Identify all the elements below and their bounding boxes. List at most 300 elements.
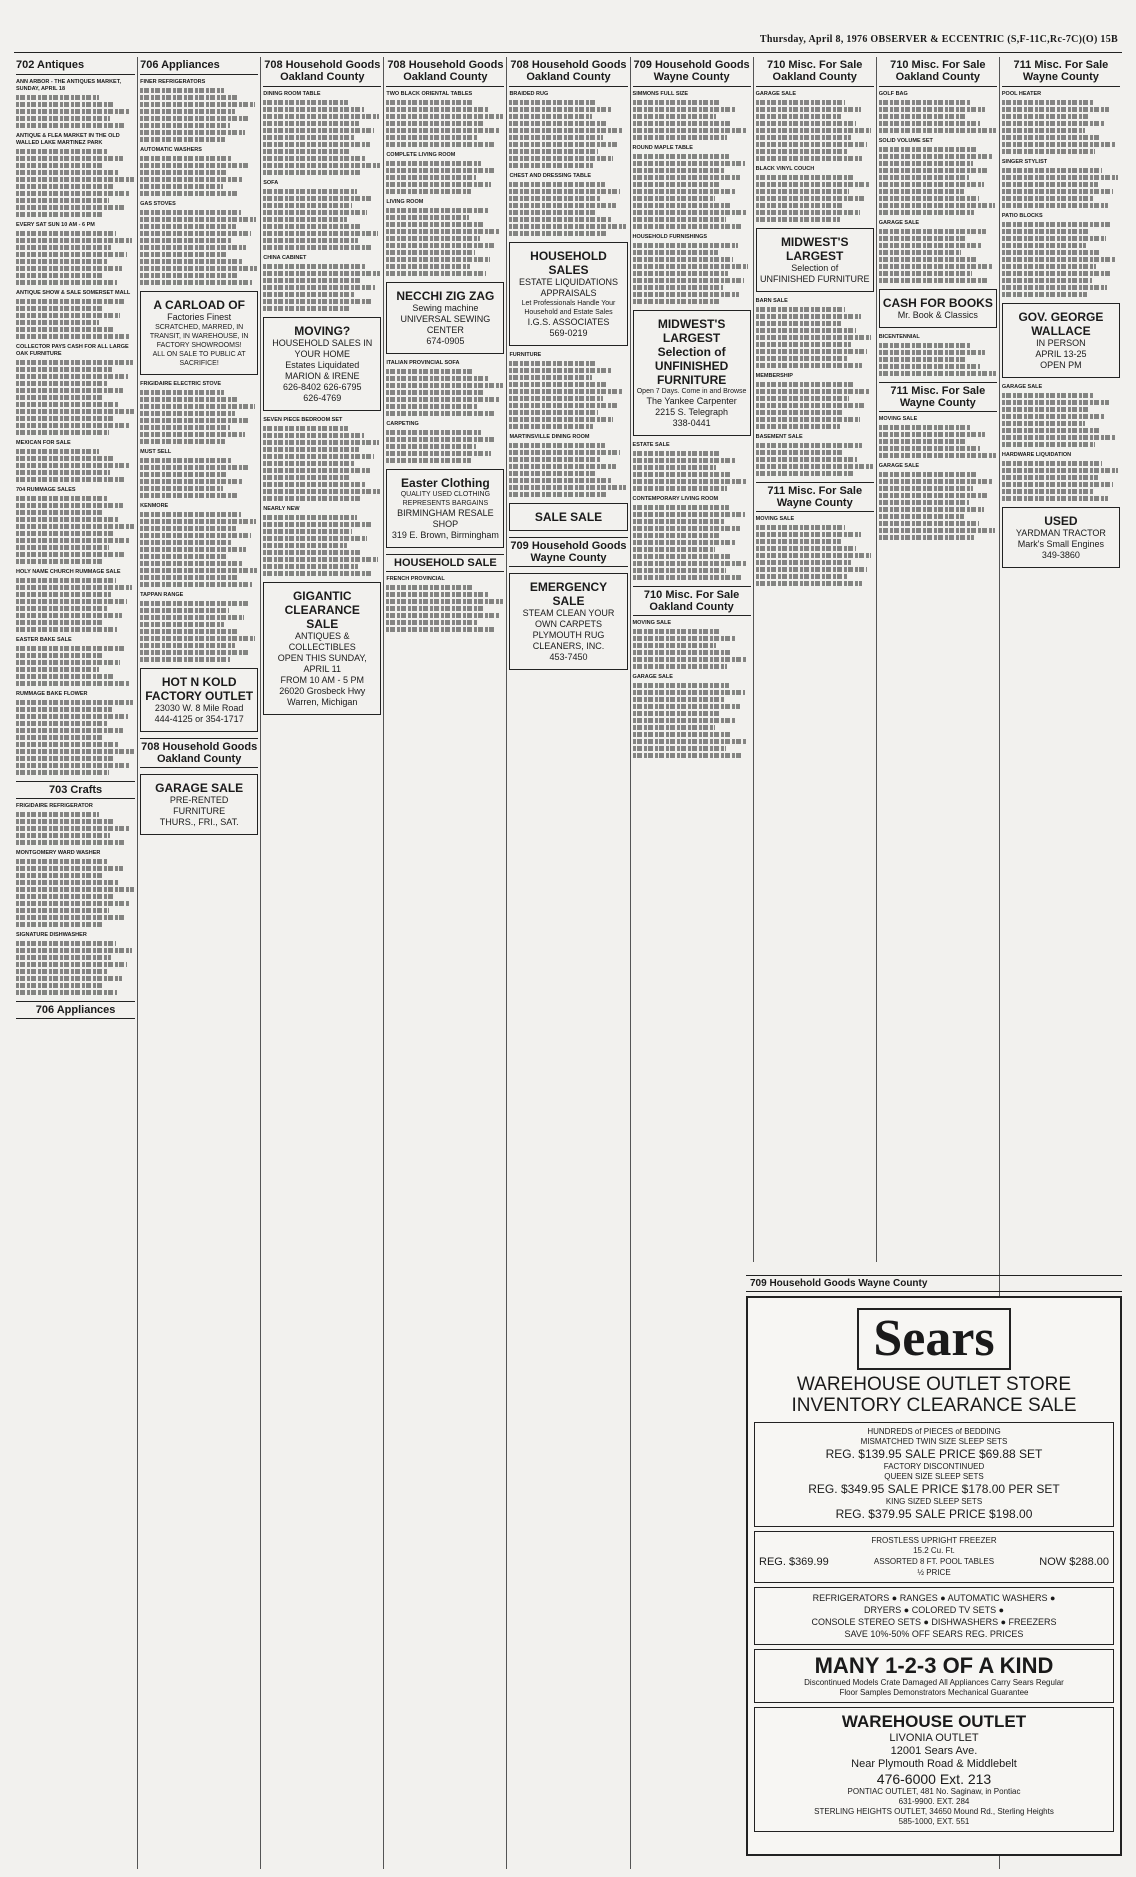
ad-text-line [16, 873, 103, 878]
ad-lead: GOLF BAG [878, 91, 908, 97]
ad-text-line [1002, 229, 1091, 234]
ad-text-line [879, 161, 973, 166]
classified-ad [386, 360, 504, 416]
ad-text-line [263, 306, 350, 311]
display-ad [140, 668, 258, 732]
ad-text-line [16, 700, 133, 705]
ad-text-line [386, 437, 496, 442]
display-ad-line: The Yankee Carpenter [646, 396, 737, 406]
ad-text-line [509, 100, 596, 105]
ad-text-line [633, 533, 720, 538]
column-4 [383, 57, 506, 1869]
ad-text-line [386, 100, 472, 105]
ad-text-line [140, 472, 227, 477]
display-ad-line: A CARLOAD OF [153, 298, 245, 312]
classified-ad [1002, 91, 1120, 154]
ad-text-line [879, 439, 965, 444]
ad-text-line [756, 121, 856, 126]
ad-text-line [633, 292, 739, 297]
display-ad [140, 291, 258, 375]
section-heading: 711 Misc. For Sale Wayne County [879, 382, 997, 412]
display-ad [509, 242, 627, 346]
ad-text-line [140, 231, 251, 236]
ad-text-line [1002, 100, 1094, 105]
ad-text-line [263, 454, 374, 459]
freezer-size: 15.2 Cu. Ft. [913, 1546, 955, 1555]
ad-text-line [140, 184, 223, 189]
ad-text-line [386, 397, 498, 402]
ad-text-line [1002, 196, 1093, 201]
ad-text-line [1002, 442, 1095, 447]
display-ad-line: Factories Finest [167, 312, 232, 322]
ad-lead: HOLY NAME CHURCH RUMMAGE SALE [16, 569, 121, 575]
ad-text-line [16, 592, 111, 597]
ad-text-line [140, 210, 240, 215]
ad-lead: ROUND MAPLE TABLE [632, 145, 693, 151]
column-heading: 708 Household Goods Oakland County [509, 57, 627, 87]
ad-text-line [140, 643, 234, 648]
display-ad-line: MOVING? [294, 324, 351, 338]
column-heading: 711 Misc. For Sale Wayne County [1002, 57, 1120, 87]
ad-text-line [16, 559, 104, 564]
ad-text-line [509, 464, 615, 469]
display-ad-line: PRE-RENTED FURNITURE [169, 795, 229, 816]
ad-text-line [386, 264, 470, 269]
ad-text-line [633, 753, 742, 758]
ad-text-line [140, 137, 225, 142]
ad-text-line [16, 894, 114, 899]
display-ad-line: Mark's Small Engines [1017, 539, 1105, 549]
ad-lead: HARDWARE LIQUIDATION [1001, 452, 1072, 458]
classified-ad [756, 516, 874, 586]
ad-text-line [386, 121, 483, 126]
ad-text-line [879, 350, 985, 355]
ad-text-line [386, 114, 503, 119]
ad-lead: BRAIDED RUG [509, 91, 549, 97]
ad-text-line [16, 395, 103, 400]
classified-ad [140, 592, 258, 662]
ad-lead: SINGER STYLIST [1001, 159, 1048, 165]
display-ad-line: GIGANTIC CLEARANCE SALE [284, 589, 360, 631]
ad-text-line [1002, 435, 1115, 440]
ad-text-line [633, 547, 716, 552]
ad-text-line [509, 382, 607, 387]
ad-text-line [633, 100, 722, 105]
ad-text-line [386, 257, 490, 262]
ad-text-line [16, 191, 129, 196]
ad-text-line [1002, 114, 1089, 119]
ad-text-line [879, 507, 984, 512]
ad-lead: MEMBERSHIP [755, 373, 793, 379]
ad-text-line [1002, 121, 1105, 126]
ad-text-line [16, 941, 116, 946]
ad-text-line [633, 636, 737, 641]
ad-text-line [386, 182, 491, 187]
ad-text-line [756, 149, 847, 154]
ad-text-line [879, 486, 973, 491]
ad-text-line [1002, 203, 1108, 208]
column-2 [137, 57, 260, 1869]
classified-ad [509, 352, 627, 429]
ad-text-line [509, 375, 592, 380]
ad-text-line [263, 238, 357, 243]
ad-text-line [16, 463, 130, 468]
ad-text-line [879, 425, 970, 430]
ad-text-line [263, 468, 369, 473]
ad-text-line [879, 236, 966, 241]
bedding-price: REG. $349.95 SALE PRICE $178.00 PER SET [808, 1482, 1060, 1496]
bedding-line: HUNDREDS of PIECES of BEDDING [867, 1427, 1001, 1436]
ad-text-line [509, 450, 620, 455]
ad-text-line [263, 245, 373, 250]
ad-text-line [756, 135, 852, 140]
display-ad-line: 674-0905 [426, 336, 465, 346]
ad-text-line [633, 271, 729, 276]
ad-text-line [509, 189, 620, 194]
ad-text-line [756, 567, 867, 572]
ad-text-line [140, 519, 256, 524]
masthead-text: Thursday, April 8, 1976 OBSERVER & ECCENTRIC (S,F-11C,Rc-7C)(O) 15B [759, 34, 1118, 45]
ad-text-line [263, 189, 356, 194]
ad-text-line [1002, 393, 1094, 398]
ad-text-line [386, 222, 484, 227]
display-ad [633, 310, 751, 436]
ad-text-line [263, 461, 354, 466]
display-ad-line: 453-7450 [549, 652, 588, 662]
ad-text-line [16, 517, 118, 522]
ad-text-line [16, 449, 99, 454]
classified-ad [16, 290, 135, 339]
classified-ad [756, 91, 874, 161]
ad-text-line [16, 620, 102, 625]
ad-text-line [140, 191, 238, 196]
ad-text-line [879, 243, 982, 248]
ad-text-line [16, 456, 115, 461]
ad-text-line [263, 529, 352, 534]
display-ad-line: BIRMINGHAM RESALE SHOP [397, 508, 494, 529]
ad-text-line [633, 711, 720, 716]
ad-text-line [756, 189, 849, 194]
display-ad-line: Open 7 Days. Come in and Browse [636, 388, 747, 395]
ad-text-line [1002, 292, 1087, 297]
ad-text-line [16, 538, 129, 543]
display-ad-line: USED [1044, 514, 1078, 528]
classified-ad [633, 674, 751, 758]
ad-lead: BARN SALE [755, 298, 788, 304]
ad-text-line [263, 482, 365, 487]
ad-text-line [879, 472, 978, 477]
ad-text-line [509, 389, 622, 394]
ad-text-line [263, 224, 362, 229]
ad-text-line [386, 627, 493, 632]
classified-ad [16, 691, 135, 775]
column-3 [260, 57, 383, 1869]
classified-ad [756, 434, 874, 476]
classified-ad [879, 220, 997, 283]
classified-ad [1002, 452, 1120, 501]
ad-lead: MONTGOMERY WARD WASHER [16, 850, 101, 856]
appliances-line: REFRIGERATORS ● RANGES ● AUTOMATIC WASHERS ● [812, 1593, 1056, 1603]
ad-text-line [633, 479, 748, 484]
ad-text-line [140, 458, 232, 463]
ad-text-line [509, 121, 607, 126]
ad-text-line [756, 107, 861, 112]
section-heading: 706 Appliances [16, 1001, 135, 1019]
ad-text-line [879, 343, 970, 348]
freezer-now: NOW $288.00 [1039, 1556, 1109, 1568]
ad-text-line [16, 496, 108, 501]
ad-text-line [16, 149, 108, 154]
display-ad [509, 503, 627, 531]
ad-text-line [756, 100, 846, 105]
ad-text-line [140, 526, 236, 531]
ad-text-line [263, 142, 369, 147]
ad-text-line [1002, 264, 1096, 269]
ad-text-line [879, 364, 981, 369]
ad-text-line [16, 280, 117, 285]
ad-text-line [16, 756, 114, 761]
classified-ad [16, 222, 135, 285]
ad-text-line [633, 121, 732, 126]
ad-text-line [1002, 107, 1109, 112]
sterling-phone: 585-1000, EXT. 551 [898, 1817, 970, 1826]
ad-text-line [509, 410, 598, 415]
ad-text-line [756, 156, 862, 161]
ad-text-line [140, 390, 224, 395]
classified-ad [263, 417, 381, 501]
ad-text-line [509, 424, 593, 429]
ad-text-line [509, 149, 598, 154]
ad-text-line [140, 582, 252, 587]
ad-text-line [879, 535, 975, 540]
ad-text-line [386, 175, 476, 180]
display-ad-line: FROM 10 AM - 5 PM [280, 675, 365, 685]
ad-text-line [386, 606, 483, 611]
classified-ad [879, 416, 997, 458]
ad-text-line [140, 109, 234, 114]
ad-text-line [633, 657, 748, 662]
ad-text-line [633, 629, 722, 634]
ad-text-line [1002, 414, 1105, 419]
ad-text-line [16, 388, 123, 393]
display-ad-line: NECCHI ZIG ZAG [396, 289, 495, 303]
ad-text-line [1002, 407, 1089, 412]
ad-text-line [756, 349, 867, 354]
ad-text-line [756, 464, 873, 469]
ad-text-line [879, 154, 994, 159]
display-ad [263, 582, 381, 715]
ad-text-line [879, 203, 995, 208]
ad-text-line [16, 531, 114, 536]
classified-ad [879, 334, 997, 376]
ad-text-line [263, 292, 355, 297]
ad-text-line [140, 252, 226, 257]
ad-text-line [633, 175, 740, 180]
ad-text-line [16, 123, 126, 128]
ad-text-line [140, 425, 230, 430]
ad-text-line [756, 389, 869, 394]
ad-text-line [386, 451, 491, 456]
ad-text-line [16, 653, 104, 658]
ad-text-line [140, 217, 256, 222]
ad-text-line [16, 908, 109, 913]
display-ad-line: 2215 S. Telegraph [655, 407, 729, 417]
display-ad-line: 349-3860 [1041, 550, 1080, 560]
ad-text-line [16, 812, 99, 817]
ad-text-line [140, 608, 229, 613]
pool-tables: ASSORTED 8 FT. POOL TABLES [873, 1557, 995, 1566]
sears-advertisement [746, 1296, 1122, 1856]
ad-text-line [633, 512, 745, 517]
masthead-rule [14, 52, 1122, 53]
ad-text-line [756, 363, 862, 368]
ad-text-line [633, 683, 730, 688]
ad-text-line [756, 175, 854, 180]
ad-text-line [633, 107, 737, 112]
ad-text-line [16, 901, 129, 906]
ad-text-line [16, 205, 124, 210]
display-ad-line: EMERGENCY SALE [529, 580, 608, 608]
display-ad-line: 626-4769 [303, 393, 342, 403]
ad-lead: NEARLY NEW [263, 506, 300, 512]
ad-lead: ANN ARBOR - THE ANTIQUES MARKET, SUNDAY, APRIL 18 [16, 79, 122, 92]
ad-text-line [1002, 489, 1093, 494]
ad-text-line [1002, 482, 1113, 487]
ad-text-line [140, 575, 237, 580]
ad-lead: COLLECTOR PAYS CASH FOR ALL LARGE OAK FURNITURE [16, 344, 129, 357]
ad-text-line [16, 969, 107, 974]
ad-text-line [633, 746, 726, 751]
column-8 [876, 57, 999, 1262]
ad-text-line [509, 135, 602, 140]
ad-text-line [16, 334, 130, 339]
ad-text-line [756, 335, 872, 340]
ad-text-line [16, 749, 134, 754]
ad-lead: FRENCH PROVINCIAL [386, 576, 445, 582]
classified-ad [140, 147, 258, 196]
ad-text-line [633, 154, 730, 159]
classified-ad [16, 487, 135, 564]
section-heading: 710 Misc. For Sale Oakland County [633, 586, 751, 616]
ad-text-line [386, 592, 488, 597]
ad-text-line [879, 479, 994, 484]
ad-text-line [386, 135, 478, 140]
classified-ad [879, 138, 997, 215]
ad-text-line [263, 426, 348, 431]
ad-text-line [263, 100, 348, 105]
ad-text-line [1002, 168, 1102, 173]
ad-text-line [756, 532, 861, 537]
ad-text-line [16, 826, 130, 831]
sears-ad-section [746, 1275, 1122, 1865]
ad-lead: GARAGE SALE [878, 220, 920, 226]
ad-text-line [263, 107, 363, 112]
ad-text-line [140, 245, 246, 250]
section-header-wayne: 709 Household Goods Wayne County [746, 1275, 1122, 1292]
ad-text-line [263, 496, 360, 501]
ad-lead: GAS STOVES [140, 201, 176, 207]
ad-text-line [16, 184, 114, 189]
ad-text-line [140, 95, 239, 100]
ad-text-line [263, 217, 347, 222]
display-ad-line: GOV. GEORGE WALLACE [1018, 310, 1104, 338]
ad-text-line [633, 135, 727, 140]
ad-text-line [16, 585, 132, 590]
display-ad-line: 319 E. Brown, Birmingham [391, 530, 499, 540]
display-ad-line: Let Professionals Handle Your Household and Estate Sales [521, 300, 616, 316]
ad-text-line [756, 342, 852, 347]
ad-text-line [140, 130, 245, 135]
display-ad-line: 626-8402 626-6795 [282, 382, 362, 392]
ad-text-line [140, 629, 239, 634]
ad-lead: MOVING SALE [632, 620, 672, 626]
many-line: Floor Samples Demonstrators Mechanical Guarantee [839, 1688, 1029, 1697]
ad-text-line [140, 601, 249, 606]
ad-lead: COMPLETE LIVING ROOM [386, 152, 456, 158]
ad-text-line [756, 581, 862, 586]
ad-text-line [16, 156, 123, 161]
ad-text-line [509, 217, 611, 222]
ad-text-line [386, 390, 483, 395]
ad-text-line [879, 278, 988, 283]
outlet-title: WAREHOUSE OUTLET [841, 1712, 1027, 1731]
ad-text-line [140, 650, 250, 655]
ad-text-line [16, 728, 123, 733]
ad-text-line [386, 142, 493, 147]
display-ad-line: GARAGE SALE [155, 781, 244, 795]
display-ad-line: 338-0441 [672, 418, 711, 428]
classified-ad [509, 434, 627, 497]
classified-ad [633, 496, 751, 580]
ad-text-line [1002, 222, 1111, 227]
appliances-line: CONSOLE STEREO SETS ● DISHWASHERS ● FREEZERS [811, 1617, 1057, 1627]
ad-text-line [756, 574, 847, 579]
ad-lead: GARAGE SALE [755, 91, 796, 97]
classified-ad [386, 199, 504, 276]
ad-text-line [879, 168, 989, 173]
ad-text-line [263, 163, 380, 168]
ad-text-line [879, 453, 996, 458]
ad-lead: FURNITURE [509, 352, 542, 358]
display-ad-line: STEAM CLEAN YOUR OWN CARPETS [522, 608, 615, 629]
ad-text-line [140, 102, 255, 107]
display-ad-line: YARDMAN TRACTOR [1015, 528, 1106, 538]
ad-text-line [16, 109, 130, 114]
ad-text-line [1002, 128, 1085, 133]
ad-text-line [1002, 421, 1085, 426]
ad-text-line [386, 236, 479, 241]
ad-text-line [633, 465, 717, 470]
ad-text-line [16, 477, 126, 482]
ad-text-line [509, 417, 613, 422]
ad-text-line [386, 229, 499, 234]
display-ad-line: Warren, Michigan [287, 697, 358, 707]
ad-text-line [509, 478, 611, 483]
ad-text-line [633, 526, 740, 531]
ad-text-line [1002, 189, 1113, 194]
ad-lead: SIMMONS FULL SIZE [632, 91, 689, 97]
ad-text-line [879, 493, 989, 498]
classified-ad [263, 255, 381, 311]
display-ad-line: I.G.S. ASSOCIATES [527, 317, 610, 327]
ad-text-line [633, 182, 720, 187]
ad-text-line [263, 475, 349, 480]
column-5 [506, 57, 629, 1869]
display-ad-line: APPRAISALS [540, 288, 597, 298]
display-ad-line: CASH FOR BOOKS [882, 296, 993, 310]
ad-text-line [16, 545, 109, 550]
ad-text-line [1002, 257, 1117, 262]
